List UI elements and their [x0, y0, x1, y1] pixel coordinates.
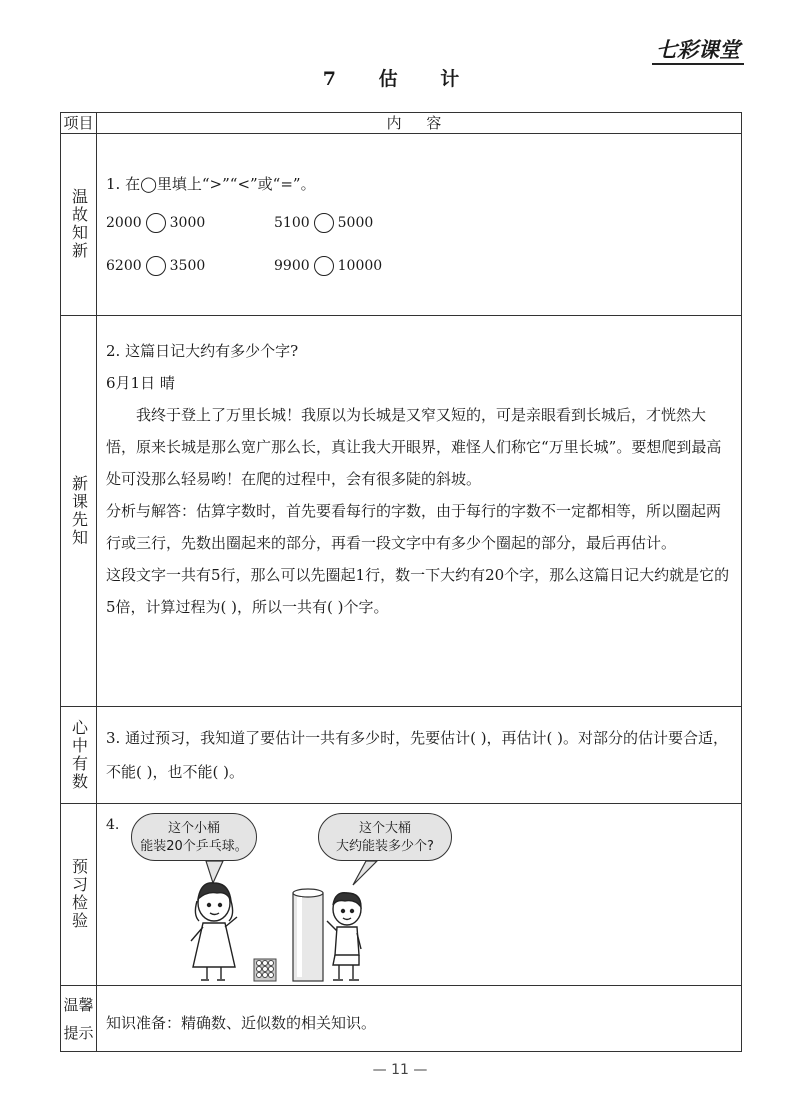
section4-label: 预习检验 [69, 858, 89, 930]
answer-circle[interactable] [314, 213, 334, 233]
boy-figure [327, 893, 361, 980]
section5-text: 知识准备：精确数、近似数的相关知识。 [106, 1014, 377, 1032]
compare-right: 10000 [337, 258, 383, 274]
compare-item [274, 213, 373, 233]
compare-item [106, 256, 205, 276]
small-bucket [254, 959, 276, 981]
page-number: — 11 — [372, 1062, 428, 1078]
bubble-tail-right [353, 861, 377, 885]
section5-label: 温馨提示 [63, 996, 94, 1042]
compare-left: 9900 [274, 258, 310, 274]
section3-content [106, 721, 735, 789]
section2-content [106, 335, 735, 623]
compare-item [106, 213, 205, 233]
page-title: 7 估 计 [322, 68, 478, 90]
compare-right: 3000 [169, 215, 206, 231]
answer-circle[interactable] [314, 256, 334, 276]
speech-bubble-left: 这个小桶 能装20个乒乓球。 [131, 813, 257, 861]
row-divider [61, 706, 741, 707]
answer-circle[interactable] [146, 256, 166, 276]
compare-item [274, 256, 382, 276]
header-content-label: 内 容 [386, 114, 452, 132]
section1-label: 温故知新 [69, 188, 89, 260]
answer-circle[interactable] [146, 213, 166, 233]
section2-question: 2. 这篇日记大约有多少个字? [106, 342, 299, 360]
section1-question: 1. 在◯里填上“>”“<”或“=”。 [106, 175, 316, 193]
section5-label-cell [61, 985, 96, 1053]
compare-left: 2000 [106, 215, 142, 231]
section1-label-cell [61, 133, 96, 315]
diary-date: 6月1日 晴 [106, 374, 175, 392]
header-item-label: 项目 [63, 114, 94, 132]
compare-right: 5000 [337, 215, 374, 231]
compare-right: 3500 [169, 258, 206, 274]
column-divider [96, 113, 97, 1051]
row-divider [61, 315, 741, 316]
question4-number: 4. [106, 817, 120, 833]
section5-content [106, 1008, 735, 1038]
row-divider [61, 133, 741, 134]
speech-bubble-right: 这个大桶 大约能装多少个? [318, 813, 452, 861]
lesson-table [60, 112, 742, 1052]
girl-figure [191, 883, 237, 980]
big-bucket [293, 889, 323, 981]
section3-label-cell [61, 706, 96, 803]
row-divider [61, 985, 741, 986]
answer-text: 这段文字一共有5行，那么可以先圈起1行，数一下大约有20个字，那么这篇日记大约就是它的5倍，计算过程为( )，所以一共有( )个字。 [106, 566, 730, 616]
section2-label: 新课先知 [69, 474, 89, 547]
bubble-tail-left [206, 861, 223, 883]
section4-label-cell [61, 803, 96, 985]
header-item-cell [61, 113, 96, 133]
brand-text: 七彩课堂 [656, 38, 740, 62]
section3-text: 3. 通过预习，我知道了要估计一共有多少时，先要估计( )，再估计( )。对部分的估计要合适，不能( )，也不能( )。 [106, 729, 729, 781]
section3-label: 心中有数 [69, 718, 89, 791]
compare-left: 5100 [274, 215, 310, 231]
compare-left: 6200 [106, 258, 142, 274]
brand-logo [652, 32, 744, 66]
diary-text: 我终于登上了万里长城！我原以为长城是又窄又短的，可是亲眼看到长城后，才恍然大悟，原来长城是那么宽广那么长，真让我大开眼界，难怪人们称它“万里长城”。要想爬到最高处可没那么轻易哟！在爬的过程中，会有很多陡的斜坡。 [106, 406, 722, 488]
analysis-text: 分析与解答：估算字数时，首先要看每行的字数，由于每行的字数不一定都相等，所以圈起两行或三行，先数出圈起来的部分，再看一段文字中有多少个圈起的部分，最后再估计。 [106, 502, 722, 552]
row-divider [61, 803, 741, 804]
section2-label-cell [61, 315, 96, 706]
section1-content [106, 169, 735, 199]
illustration-svg [121, 855, 421, 985]
